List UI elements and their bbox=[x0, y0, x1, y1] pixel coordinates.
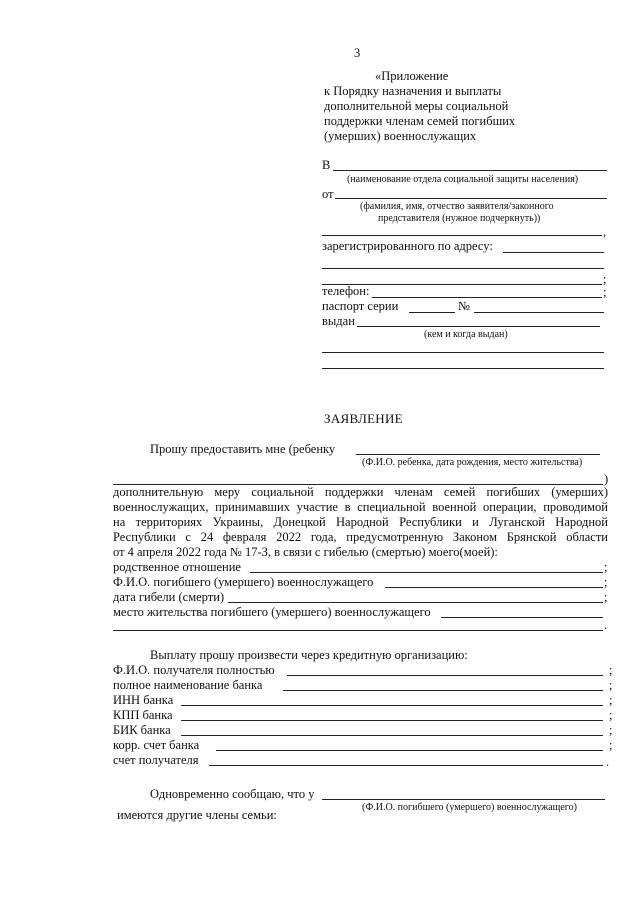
close-paren: ) bbox=[604, 472, 609, 486]
from-field-cont[interactable] bbox=[322, 235, 602, 236]
address-field[interactable] bbox=[503, 252, 604, 253]
issued-label: выдан bbox=[322, 314, 355, 328]
field-label: место жительства погибшего (умершего) военнослужащего bbox=[113, 605, 431, 619]
field-label: БИК банка bbox=[113, 723, 171, 737]
field-label: дата гибели (смерти) bbox=[113, 590, 225, 604]
from-field[interactable] bbox=[335, 198, 607, 199]
passport-number-field[interactable] bbox=[474, 312, 604, 313]
punct: , bbox=[603, 225, 607, 239]
deceased-residence-field[interactable] bbox=[441, 617, 603, 618]
also-field[interactable] bbox=[322, 799, 605, 800]
field-label: КПП банка bbox=[113, 708, 173, 722]
punct: . bbox=[606, 755, 610, 769]
recipient-name-field[interactable] bbox=[287, 675, 603, 676]
punct: ; bbox=[604, 560, 608, 574]
deceased-name-field[interactable] bbox=[385, 587, 603, 588]
field-label: полное наименование банка bbox=[113, 678, 263, 692]
to-prefix: В bbox=[322, 158, 331, 172]
field-label: Ф.И.О. получателя полностью bbox=[113, 663, 275, 677]
from-hint: представителя (нужное подчеркнуть)) bbox=[378, 213, 541, 224]
document-title: ЗАЯВЛЕНИЕ bbox=[324, 411, 403, 426]
punct: ; bbox=[609, 723, 613, 737]
appendix-line: поддержки членам семей погибших bbox=[324, 114, 516, 128]
appendix-line: дополнительной меры социальной bbox=[324, 99, 509, 113]
punct: ; bbox=[609, 708, 613, 722]
phone-label: телефон: bbox=[322, 284, 370, 298]
appendix-line: (умерших) военнослужащих bbox=[324, 129, 477, 143]
issued-hint: (кем и когда выдан) bbox=[424, 329, 508, 340]
bank-name-field[interactable] bbox=[283, 690, 603, 691]
punct: ; bbox=[609, 738, 613, 752]
field-label: корр. счет банка bbox=[113, 738, 200, 752]
death-date-field[interactable] bbox=[228, 602, 603, 603]
passport-series-field[interactable] bbox=[409, 312, 455, 313]
body-line: дополнительную меру социальной поддержки членам семей погибших (умерших) bbox=[113, 485, 608, 499]
to-hint: (наименование отдела социальной защиты населения) bbox=[347, 174, 579, 185]
passport-label: паспорт серии bbox=[322, 299, 399, 313]
body-line: Республики с 24 февраля 2022 года, предусмотренную Законом Брянской области bbox=[113, 530, 608, 544]
from-prefix: от bbox=[322, 187, 334, 201]
corr-account-field[interactable] bbox=[216, 750, 603, 751]
punct: ; bbox=[603, 285, 607, 299]
also-lead: Одновременно сообщаю, что у bbox=[150, 787, 315, 801]
punct: . bbox=[604, 618, 608, 632]
punct: ; bbox=[604, 590, 608, 604]
punct: ; bbox=[609, 663, 613, 677]
phone-field[interactable] bbox=[372, 297, 602, 298]
child-hint: (Ф.И.О. ребенка, дата рождения, место жительства) bbox=[362, 457, 583, 468]
child-field[interactable] bbox=[356, 454, 600, 455]
page-number: 3 bbox=[354, 46, 361, 60]
from-hint: (фамилия, имя, отчество заявителя/законного bbox=[360, 201, 554, 212]
inn-field[interactable] bbox=[181, 705, 603, 706]
bik-field[interactable] bbox=[181, 735, 603, 736]
punct: ; bbox=[609, 693, 613, 707]
issued-field-3[interactable] bbox=[322, 368, 604, 369]
punct: ; bbox=[603, 272, 607, 286]
appendix-line: «Приложение bbox=[375, 69, 449, 83]
relation-field[interactable] bbox=[250, 572, 603, 573]
address-label: зарегистрированного по адресу: bbox=[322, 239, 493, 253]
request-lead: Прошу предоставить мне (ребенку bbox=[150, 442, 336, 456]
also-hint: (Ф.И.О. погибшего (умершего) военнослужащего) bbox=[362, 802, 577, 813]
field-label: счет получателя bbox=[113, 753, 199, 767]
deceased-residence-field-2[interactable] bbox=[113, 630, 603, 631]
punct: ; bbox=[609, 678, 613, 692]
punct: ; bbox=[604, 575, 608, 589]
number-sign: № bbox=[458, 299, 470, 313]
recipient-account-field[interactable] bbox=[209, 765, 603, 766]
body-line-last: от 4 апреля 2022 года № 17-З, в связи с гибелью (смертью) моего(моей): bbox=[113, 545, 498, 559]
issued-field[interactable] bbox=[357, 326, 600, 327]
address-field-2[interactable] bbox=[322, 268, 604, 269]
payment-lead: Выплату прошу произвести через кредитную организацию: bbox=[150, 648, 468, 662]
kpp-field[interactable] bbox=[181, 720, 603, 721]
issued-field-2[interactable] bbox=[322, 352, 604, 353]
field-label: родственное отношение bbox=[113, 560, 241, 574]
field-label: Ф.И.О. погибшего (умершего) военнослужащего bbox=[113, 575, 374, 589]
field-label: ИНН банка bbox=[113, 693, 174, 707]
body-line: военнослужащих, принимавших участие в специальной военной операции, проводимой bbox=[113, 500, 608, 514]
appendix-line: к Порядку назначения и выплаты bbox=[324, 84, 502, 98]
also-tail: имеются другие члены семьи: bbox=[117, 808, 277, 822]
body-line: на территориях Украины, Донецкой Народной Республики и Луганской Народной bbox=[113, 515, 608, 529]
to-field[interactable] bbox=[333, 170, 607, 171]
